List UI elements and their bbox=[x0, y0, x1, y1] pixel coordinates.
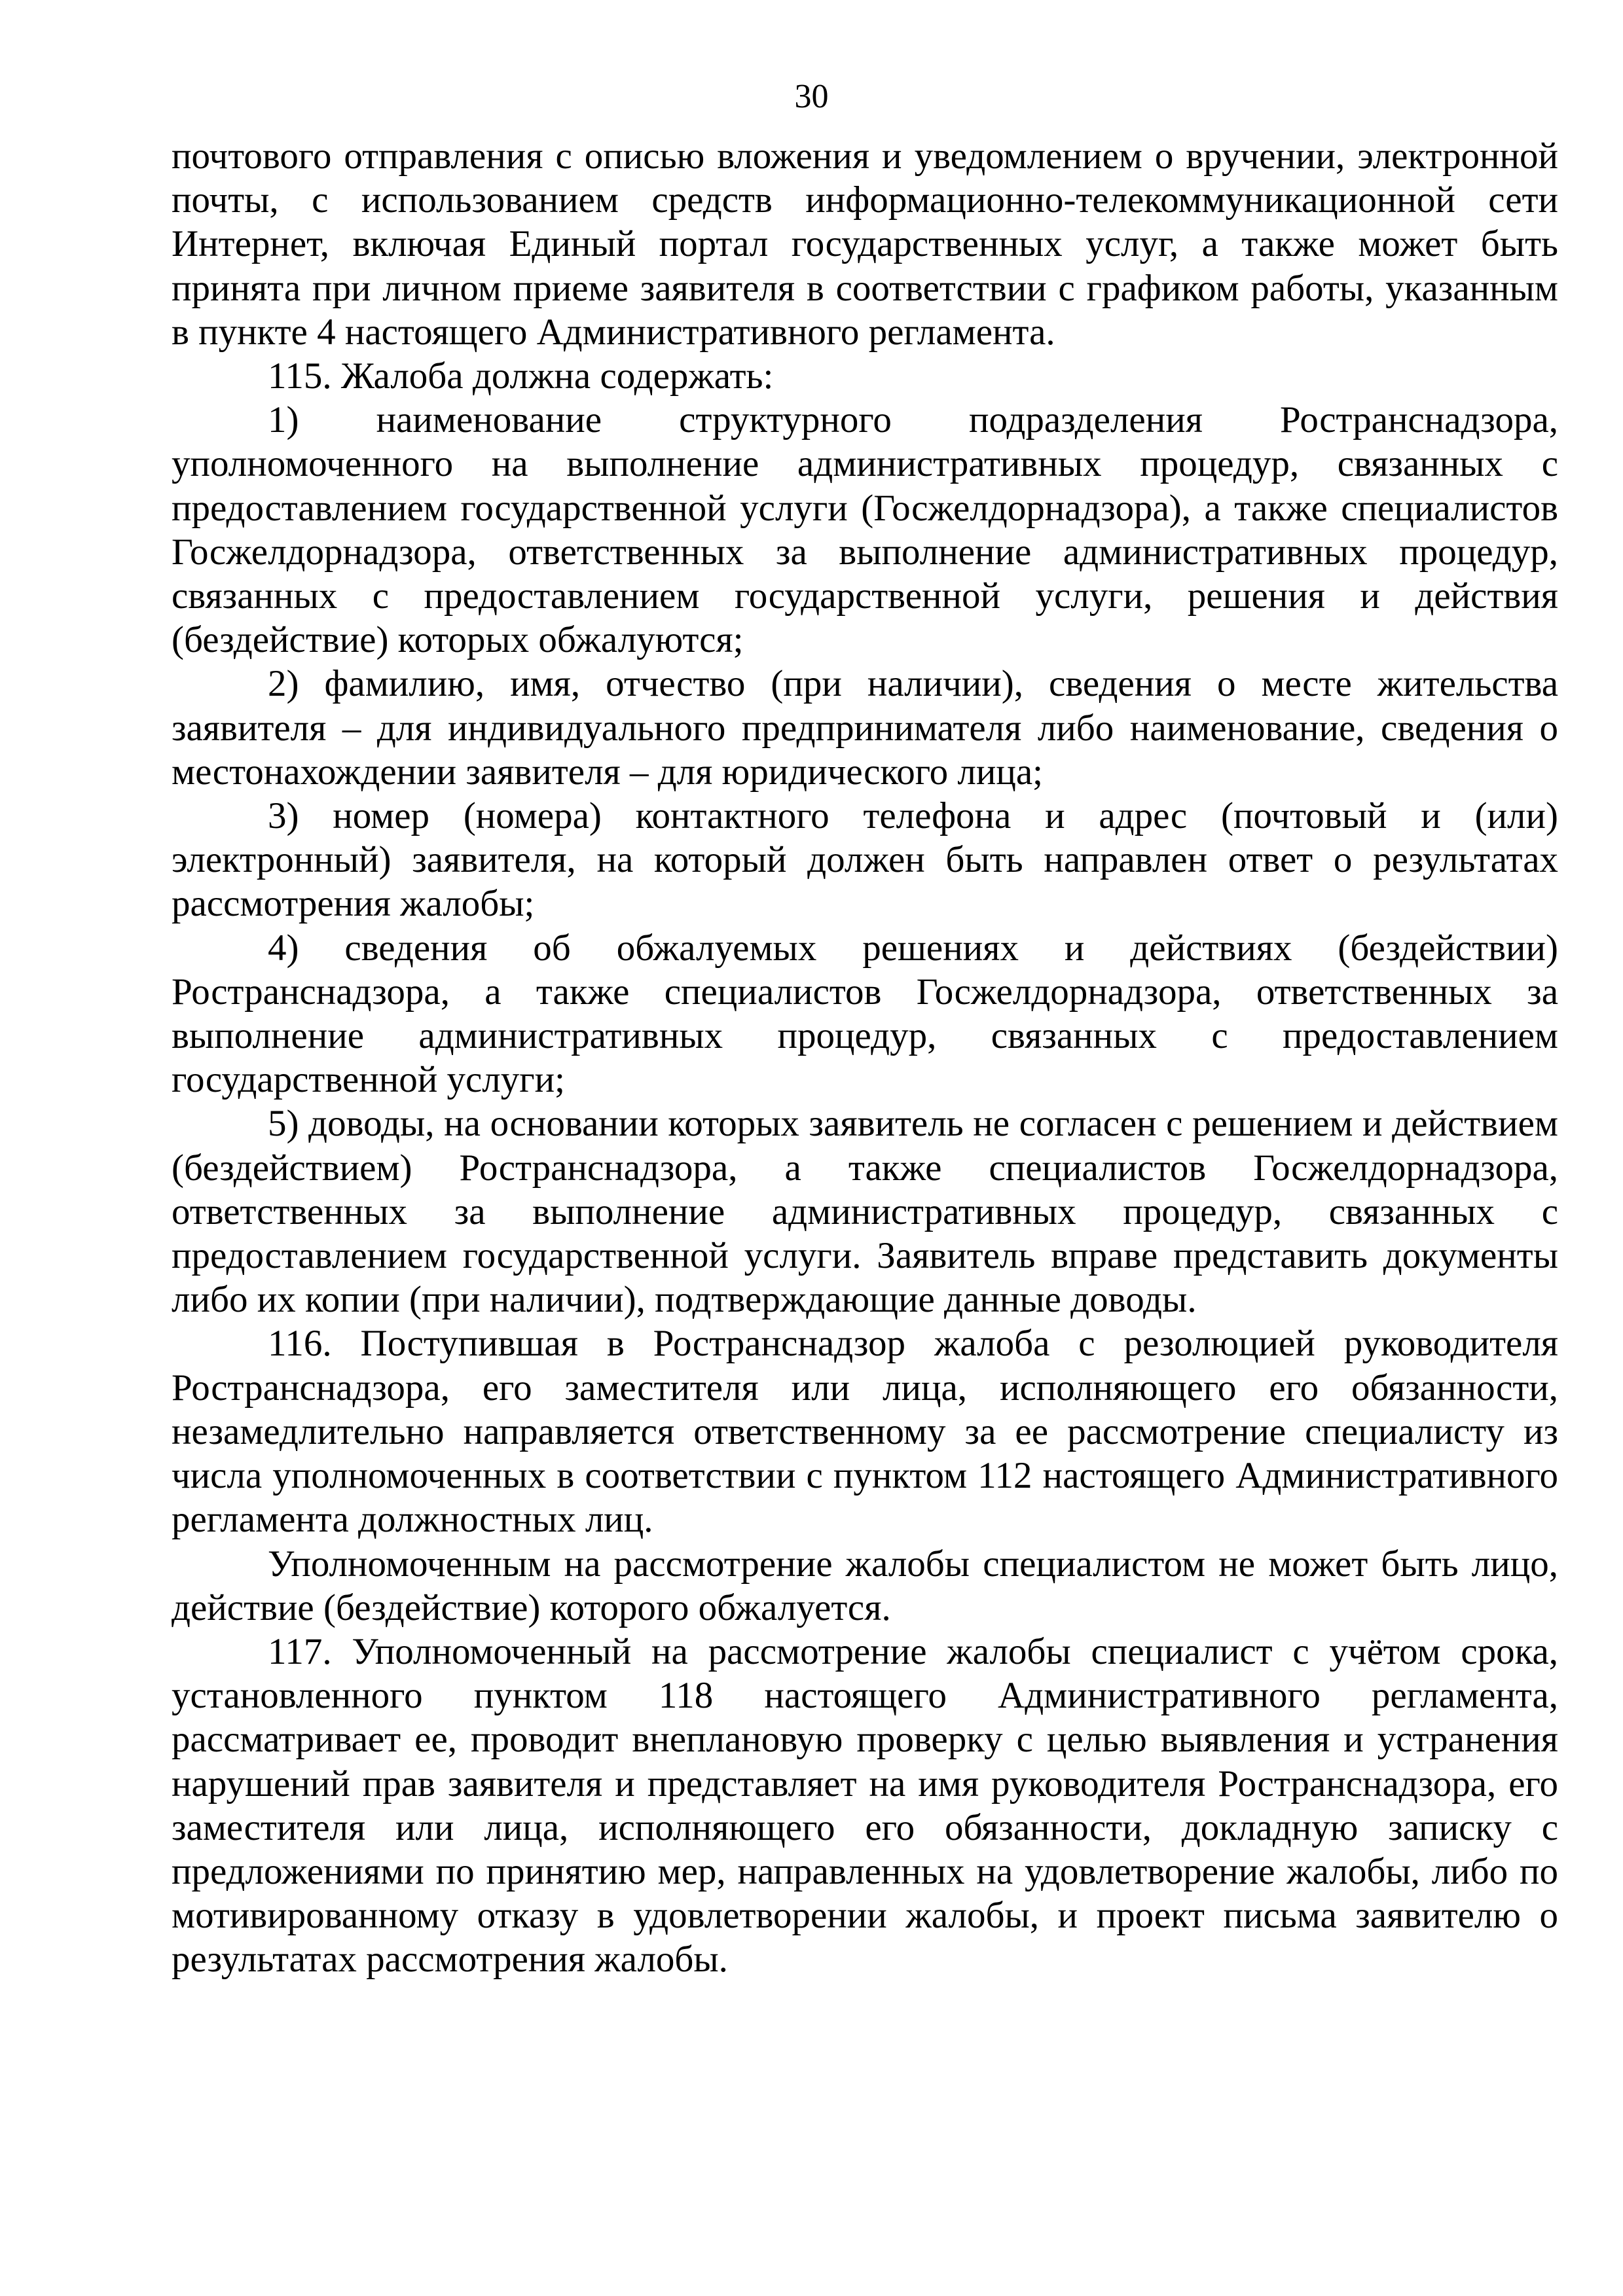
list-item-4: 4) сведения об обжалуемых решениях и действиях (бездействии) Ространснадзора, а также специалистов Госжелдорнадзора, ответственных за выполнение административных процедур, связанных с предоставлением государственной услуги; bbox=[172, 927, 1558, 1101]
paragraph-115-heading: 115. Жалоба должна содержать: bbox=[268, 355, 774, 397]
document-body bbox=[172, 134, 1558, 1982]
paragraph-116-note: Уполномоченным на рассмотрение жалобы специалистом не может быть лицо, действие (бездействие) которого обжалуется. bbox=[172, 1543, 1558, 1628]
list-item-2: 2) фамилию, имя, отчество (при наличии), сведения о месте жительства заявителя – для индивидуального предпринимателя либо наименование, сведения о местонахождении заявителя – для юридического лица; bbox=[172, 663, 1558, 793]
list-item-5: 5) доводы, на основании которых заявитель не согласен с решением и действием (бездействием) Ространснадзора, а также специалистов Госжелдорнадзора, ответственных за выполнение административных процедур, связанных с предоставлением государственной услуги. Заявитель вправе представить документы либо их копии (при наличии), подтверждающие данные доводы. bbox=[172, 1103, 1558, 1321]
list-item-1: 1) наименование структурного подразделения Ространснадзора, уполномоченного на выполнение административных процедур, связанных с предоставлением государственной услуги (Госжелдорнадзора), а также специалистов Госжелдорнадзора, ответственных за выполнение административных процедур, связанных с предоставлением государственной услуги, решения и действия (бездействие) которых обжалуются; bbox=[172, 399, 1558, 661]
paragraph-continuation: почтового отправления с описью вложения и уведомлением о вручении, электронной почты, с использованием средств информационно-телекоммуникационной сети Интернет, включая Единый портал государственных услуг, а также может быть принята при личном приеме заявителя в соответствии с графиком работы, указанным в пункте 4 настоящего Административного регламента. bbox=[172, 135, 1558, 353]
paragraph-117: 117. Уполномоченный на рассмотрение жалобы специалист с учётом срока, установленного пунктом 118 настоящего Административного регламента, рассматривает ее, проводит внеплановую проверку с целью выявления и устранения нарушений прав заявителя и представляет на имя руководителя Ространснадзора, его заместителя или лица, исполняющего его обязанности, докладную записку с предложениями по принятию мер, направленных на удовлетворение жалобы, либо по мотивированному отказу в удовлетворении жалобы, и проект письма заявителю о результатах рассмотрения жалобы. bbox=[172, 1630, 1558, 1981]
paragraph-116: 116. Поступившая в Ространснадзор жалоба с резолюцией руководителя Ространснадзора, его заместителя или лица, исполняющего его обязанности, незамедлительно направляется ответственному за ее рассмотрение специалисту из числа уполномоченных в соответствии с пунктом 112 настоящего Административного регламента должностных лиц. bbox=[172, 1323, 1558, 1541]
list-item-3: 3) номер (номера) контактного телефона и адрес (почтовый и (или) электронный) заявителя, на который должен быть направлен ответ о результатах рассмотрения жалобы; bbox=[172, 795, 1558, 925]
page-number: 30 bbox=[794, 78, 829, 115]
